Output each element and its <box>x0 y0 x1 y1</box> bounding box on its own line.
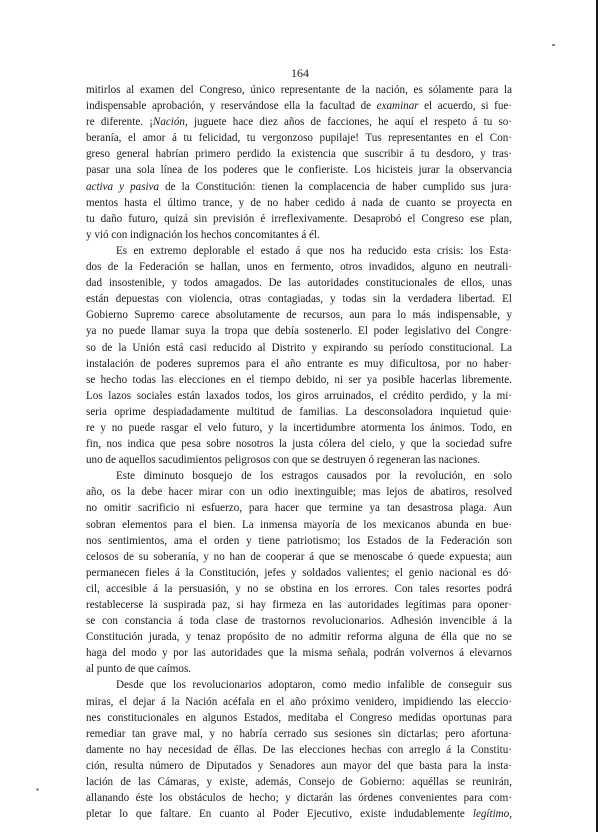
text-line: activa y pasiva de la Constitución: tienen la complacencia de haber cumplido sus jura· <box>86 180 512 193</box>
text-line: indispensable aprobación, y reservándose ella la facultad de examinar el acuerdo, si fue· <box>86 100 512 113</box>
text-line: haga del modo y por las autoridades que la misma señala, podrán volvernos á elevarnos <box>86 647 512 660</box>
body-text <box>86 82 512 822</box>
text-line: se con constancia á toda clase de trastornos revolucionarios. Adhesión invencible á la <box>86 615 512 628</box>
text-line: restablecerse la suspirada paz, si hay firmeza en las autoridades legítimas para oponer· <box>86 599 512 611</box>
italic-emphasis: Nación <box>152 116 185 129</box>
text-line: so de la Unión está casi reducido al Distrito y expirando su período constitucional. La <box>86 341 512 354</box>
text-line: pletar lo que faltare. En cuanto al Poder Ejecutivo, existe indudablemente legítimo, <box>86 808 512 821</box>
text-line: beranía, el amor á tu felicidad, tu vergonzoso pupilaje! Tus representantes en el Con· <box>86 132 512 145</box>
page-number: 164 <box>291 66 309 80</box>
text-line: y vió con indignación los hechos concomitantes á él. <box>86 228 320 241</box>
text-line: permanecen fieles á la Constitución, jefes y soldados valientes; el genio nacional es dó· <box>86 566 512 579</box>
text-line: cil, accesible á la persuasión, y no se obstina en los errores. Con tales resortes podrá <box>86 582 512 595</box>
text-line: miras, el dejar á la Nación acéfala en el año próximo venidero, impidiendo las eleccio· <box>86 695 512 708</box>
text-line: tu daño futuro, quizá sin previsión é irreflexivamente. Desaprobó el Congreso ese plan, <box>86 212 512 225</box>
text-line: Los lazos sociales están laxados todos, los giros arruinados, el crédito perdido, y la mi· <box>86 389 512 402</box>
text-line: celosos de su soberanía, y no han de cooperar á que se menoscabe ó quede expuesta; aun <box>86 550 512 563</box>
text-line: instalación de poderes supremos para el año entrante es muy dificultosa, por no haber· <box>86 357 512 370</box>
text-line: Es en extremo deplorable el estado á que nos ha reducido esta crisis: los Esta· <box>116 244 512 257</box>
text-line: Constitución jurada, y tenaz propósito de no admitir reforma alguna de élla que no se <box>86 631 512 644</box>
text-line: se hecho todas las elecciones en el tiempo debido, ni ser ya posible hacerlas libremente. <box>86 373 512 386</box>
text-line: remediar tan grave mal, y no habría cerrado sus sesiones sin dictarlas; pero afortuna· <box>86 727 512 740</box>
text-line: sobran elementos para el bien. La inmensa mayoría de los mexicanos abunda en bue· <box>86 518 512 531</box>
text-line: ya no puede llamar suya la tropa que debía sostenerlo. El poder legislativo del Congre· <box>86 325 512 338</box>
text-line: dos de la Federación se hallan, unos en fermento, otros invadidos, alguno en neutrali· <box>86 261 512 274</box>
text-line: uno de aquellos sacudimientos peligrosos con que se destruyen ó regeneran las naciones. <box>86 454 481 467</box>
text-line: pasar una sola línea de los poderes que le confieriste. Los hicisteis jurar la observancia <box>86 164 512 177</box>
scan-speck <box>36 788 39 791</box>
text-line: damente no hay necesidad de éllas. De las elecciones hechas con arreglo á la Constitu· <box>86 743 512 756</box>
text-line: año, os la debe hacer mirar con un odio inextinguible; mas lejos de abatiros, resolved <box>86 486 512 499</box>
text-line: Gobierno Supremo carece absolutamente de recursos, aun para lo más indispensable, y <box>86 309 512 322</box>
text-line: no omitir sacrificio ni esfuerzo, para hacer que termine ya tan desastrosa plaga. Aun <box>86 502 512 515</box>
text-line: re diferente. ¡Nación, juguete hace diez años de facciones, he aquí el respeto á tu so· <box>86 116 512 129</box>
text-line: greso general habrían primero perdido la existencia que suscribir á tu desdoro, y tras· <box>86 148 512 161</box>
text-line: lación de las Cámaras, y existe, además, Consejo de Gobierno: aquéllas se reunirán, <box>86 776 512 789</box>
text-line: al punto de que caímos. <box>86 663 192 676</box>
scan-speck <box>552 44 555 46</box>
italic-emphasis: examinar <box>376 100 419 113</box>
text-line: Este diminuto bosquejo de los estragos causados por la revolución, en solo <box>116 470 512 483</box>
text-line: seria oprime despiadadamente multitud de familias. La desconsoladora inquietud quie· <box>86 405 512 418</box>
text-line: están depuestas con violencia, otras contagiadas, y todas sin la verdadera libertad. El <box>86 293 512 306</box>
text-line: allanando éste los obstáculos de hecho; y dictarán las órdenes convenientes para com· <box>86 792 512 805</box>
text-line: ción, resulta número de Diputados y Senadores aun mayor del que basta para la insta· <box>86 759 512 772</box>
text-line: mitirlos al examen del Congreso, único representante de la nación, es sólamente para la <box>86 84 512 96</box>
text-line: mentos hasta el último trance, y de no haber cedido á nada de cuanto se proyecta en <box>86 196 512 209</box>
italic-emphasis: legítimo <box>472 808 510 821</box>
text-line: fin, nos indica que pesa sobre nosotros la justa cólera del cielo, y que la sociedad sufre <box>86 438 512 451</box>
page-edge-border <box>596 0 598 832</box>
text-line: nes constitucionales en algunos Estados, meditaba el Congreso medidas oportunas para <box>86 711 512 724</box>
text-line: nos sentimientos, ama el orden y tiene patriotismo; los Estados de la Federación son <box>86 534 512 547</box>
text-line: dad insostenible, y todos amagados. De las autoridades constitucionales de ellos, unas <box>86 277 512 290</box>
text-line: re y no puede rasgar el velo futuro, y la incertidumbre atormenta los ánimos. Todo, en <box>86 421 512 434</box>
italic-emphasis: activa y pasiva <box>86 180 160 193</box>
text-line: Desde que los revolucionarios adoptaron, como medio infalible de conseguir sus <box>116 679 512 692</box>
